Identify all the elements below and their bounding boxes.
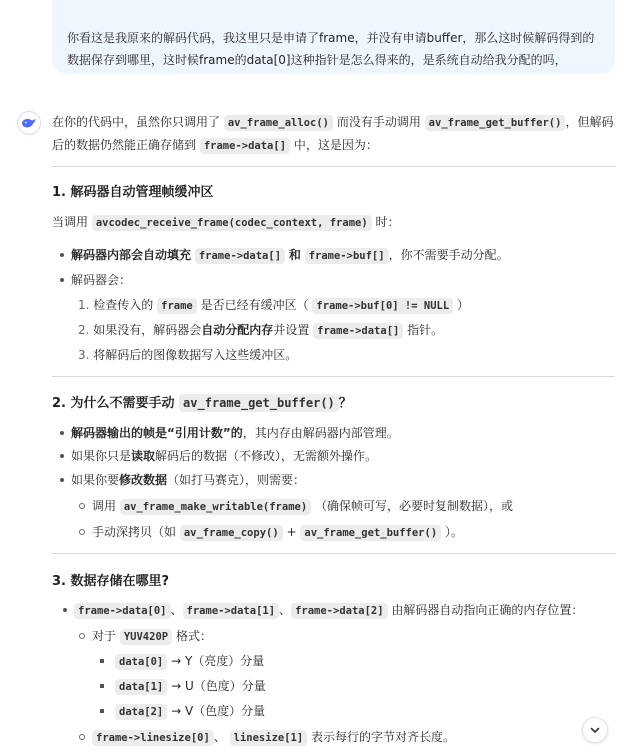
code-inline: frame->linesize[0] — [92, 730, 214, 746]
bold-text: 自动分配内存 — [201, 323, 274, 337]
code-inline: frame — [157, 298, 197, 314]
code-inline: av_frame_get_buffer() — [179, 394, 339, 412]
text: 解码器会： — [71, 273, 132, 287]
sub-sub-list-item — [115, 652, 264, 671]
sub-sub-list-item — [115, 702, 265, 721]
chevron-down-icon — [589, 724, 601, 736]
section-1-when — [52, 213, 400, 232]
sub-list-item — [92, 523, 463, 542]
text: 如果没有，解码器会 — [93, 323, 202, 337]
code-inline: av_frame_get_buffer() — [425, 115, 566, 131]
answer-intro — [52, 111, 614, 157]
heading-text: 2. 为什么不需要手动 — [52, 396, 175, 411]
numbered-item — [78, 346, 297, 364]
code-inline: avcodec_receive_frame(codec_context, frame) — [92, 215, 372, 231]
sub-sub-list-item — [115, 677, 266, 696]
text: 如果你只是 — [71, 449, 132, 463]
text: + — [286, 525, 297, 539]
text: 当调用 — [52, 215, 89, 229]
code-inline: data[2] — [115, 704, 167, 720]
intro-text: 而没有手动调用 — [336, 115, 421, 129]
code-inline: av_frame_alloc() — [224, 115, 333, 131]
list-item — [71, 424, 399, 442]
text: 将解码后的图像数据写入这些缓冲区。 — [93, 348, 298, 362]
code-inline: av_frame_get_buffer() — [300, 525, 441, 541]
bold-text: 解码器内部会自动填充 — [71, 248, 192, 262]
user-message-bubble — [52, 0, 615, 74]
text: → U（色度）分量 — [171, 679, 266, 693]
text: 是否已经有缓冲区（ — [200, 298, 309, 312]
intro-text: ，但解码 — [565, 115, 614, 129]
code-inline: frame->data[] — [313, 323, 403, 339]
text: 检查传入的 — [93, 298, 154, 312]
item-number: 3. — [78, 348, 90, 362]
text: 并设置 — [273, 323, 310, 337]
section-2-heading — [52, 392, 352, 411]
bold-text: 和 — [288, 248, 301, 262]
text: 如果你要 — [71, 473, 120, 487]
sub-list-item — [92, 728, 455, 747]
text: 手动深拷贝（如 — [92, 525, 177, 539]
numbered-item — [78, 321, 443, 340]
divider — [52, 376, 615, 377]
divider — [52, 166, 615, 167]
code-inline: frame->data[] — [195, 248, 285, 264]
text: 、 — [170, 603, 183, 617]
bold-text: 读取 — [131, 449, 156, 463]
code-inline: data[1] — [115, 679, 167, 695]
deepseek-whale-icon — [17, 111, 41, 135]
item-number: 1. — [78, 298, 90, 312]
code-inline: linesize[1] — [230, 730, 308, 746]
text: （确保帧可写，必要时复制数据），或 — [315, 499, 514, 513]
user-message-text: 你看这是我原来的解码代码，我这里只是申请了frame，并没有申请buffer，那么这时候解码得到的数据保存到哪里，这时候frame的data[0]这种指针是怎么得来的，是系统自动给我分配的吗， — [67, 31, 595, 67]
text: ，其内存由解码器内部管理。 — [242, 426, 399, 440]
text: 指针。 — [407, 323, 444, 337]
code-inline: frame->data[2] — [291, 603, 388, 619]
bold-text: 修改数据 — [119, 473, 168, 487]
text: 由解码器自动指向正确的内存位置： — [391, 603, 584, 617]
divider — [52, 553, 615, 554]
list-item — [71, 271, 131, 289]
text: 时： — [375, 215, 400, 229]
heading-text: ？ — [338, 396, 352, 411]
text: （如打马赛克），则需要： — [167, 473, 306, 487]
code-inline: frame->buf[] — [305, 248, 389, 264]
intro-text: 后的数据仍然能正确存储到 — [52, 138, 197, 152]
list-item — [71, 471, 305, 489]
text: ，你不需要手动分配。 — [388, 248, 509, 262]
code-inline: av_frame_copy() — [180, 525, 283, 541]
text: 调用 — [92, 499, 117, 513]
code-inline: frame->data[] — [200, 138, 290, 154]
text: → V（色度）分量 — [171, 704, 266, 718]
list-item — [74, 601, 583, 620]
code-inline: frame->buf[0] != NULL — [312, 298, 453, 314]
bold-text: 解码器输出的帧是“引用计数”的 — [71, 426, 243, 440]
code-inline: data[0] — [115, 654, 167, 670]
text: 、 — [279, 603, 292, 617]
intro-text: 在你的代码中，虽然你只调用了 — [52, 115, 221, 129]
code-inline: frame->data[0] — [74, 603, 171, 619]
scroll-to-bottom-button[interactable] — [582, 717, 608, 743]
code-inline: av_frame_make_writable(frame) — [120, 499, 311, 515]
text: 表示每行的字节对齐长度。 — [311, 730, 456, 744]
intro-text: 中，这是因为： — [293, 138, 378, 152]
sub-list-item — [92, 627, 212, 646]
code-inline: frame->data[1] — [183, 603, 280, 619]
list-item — [71, 447, 377, 465]
text: ）。 — [444, 525, 463, 539]
numbered-item — [78, 296, 469, 315]
section-3-heading: 3. 数据存储在哪里? — [52, 574, 170, 589]
section-1-heading: 1. 解码器自动管理帧缓冲区 — [52, 185, 214, 200]
text: ） — [457, 298, 470, 312]
text: 、 — [213, 730, 226, 744]
text: 解码后的数据（不修改），无需额外操作。 — [155, 449, 378, 463]
list-item — [71, 246, 509, 265]
text: 格式： — [175, 629, 212, 643]
sub-list-item — [92, 497, 513, 516]
text: 对于 — [92, 629, 117, 643]
text: → Y（亮度）分量 — [171, 654, 265, 668]
item-number: 2. — [78, 323, 90, 337]
code-inline: YUV420P — [120, 629, 172, 645]
